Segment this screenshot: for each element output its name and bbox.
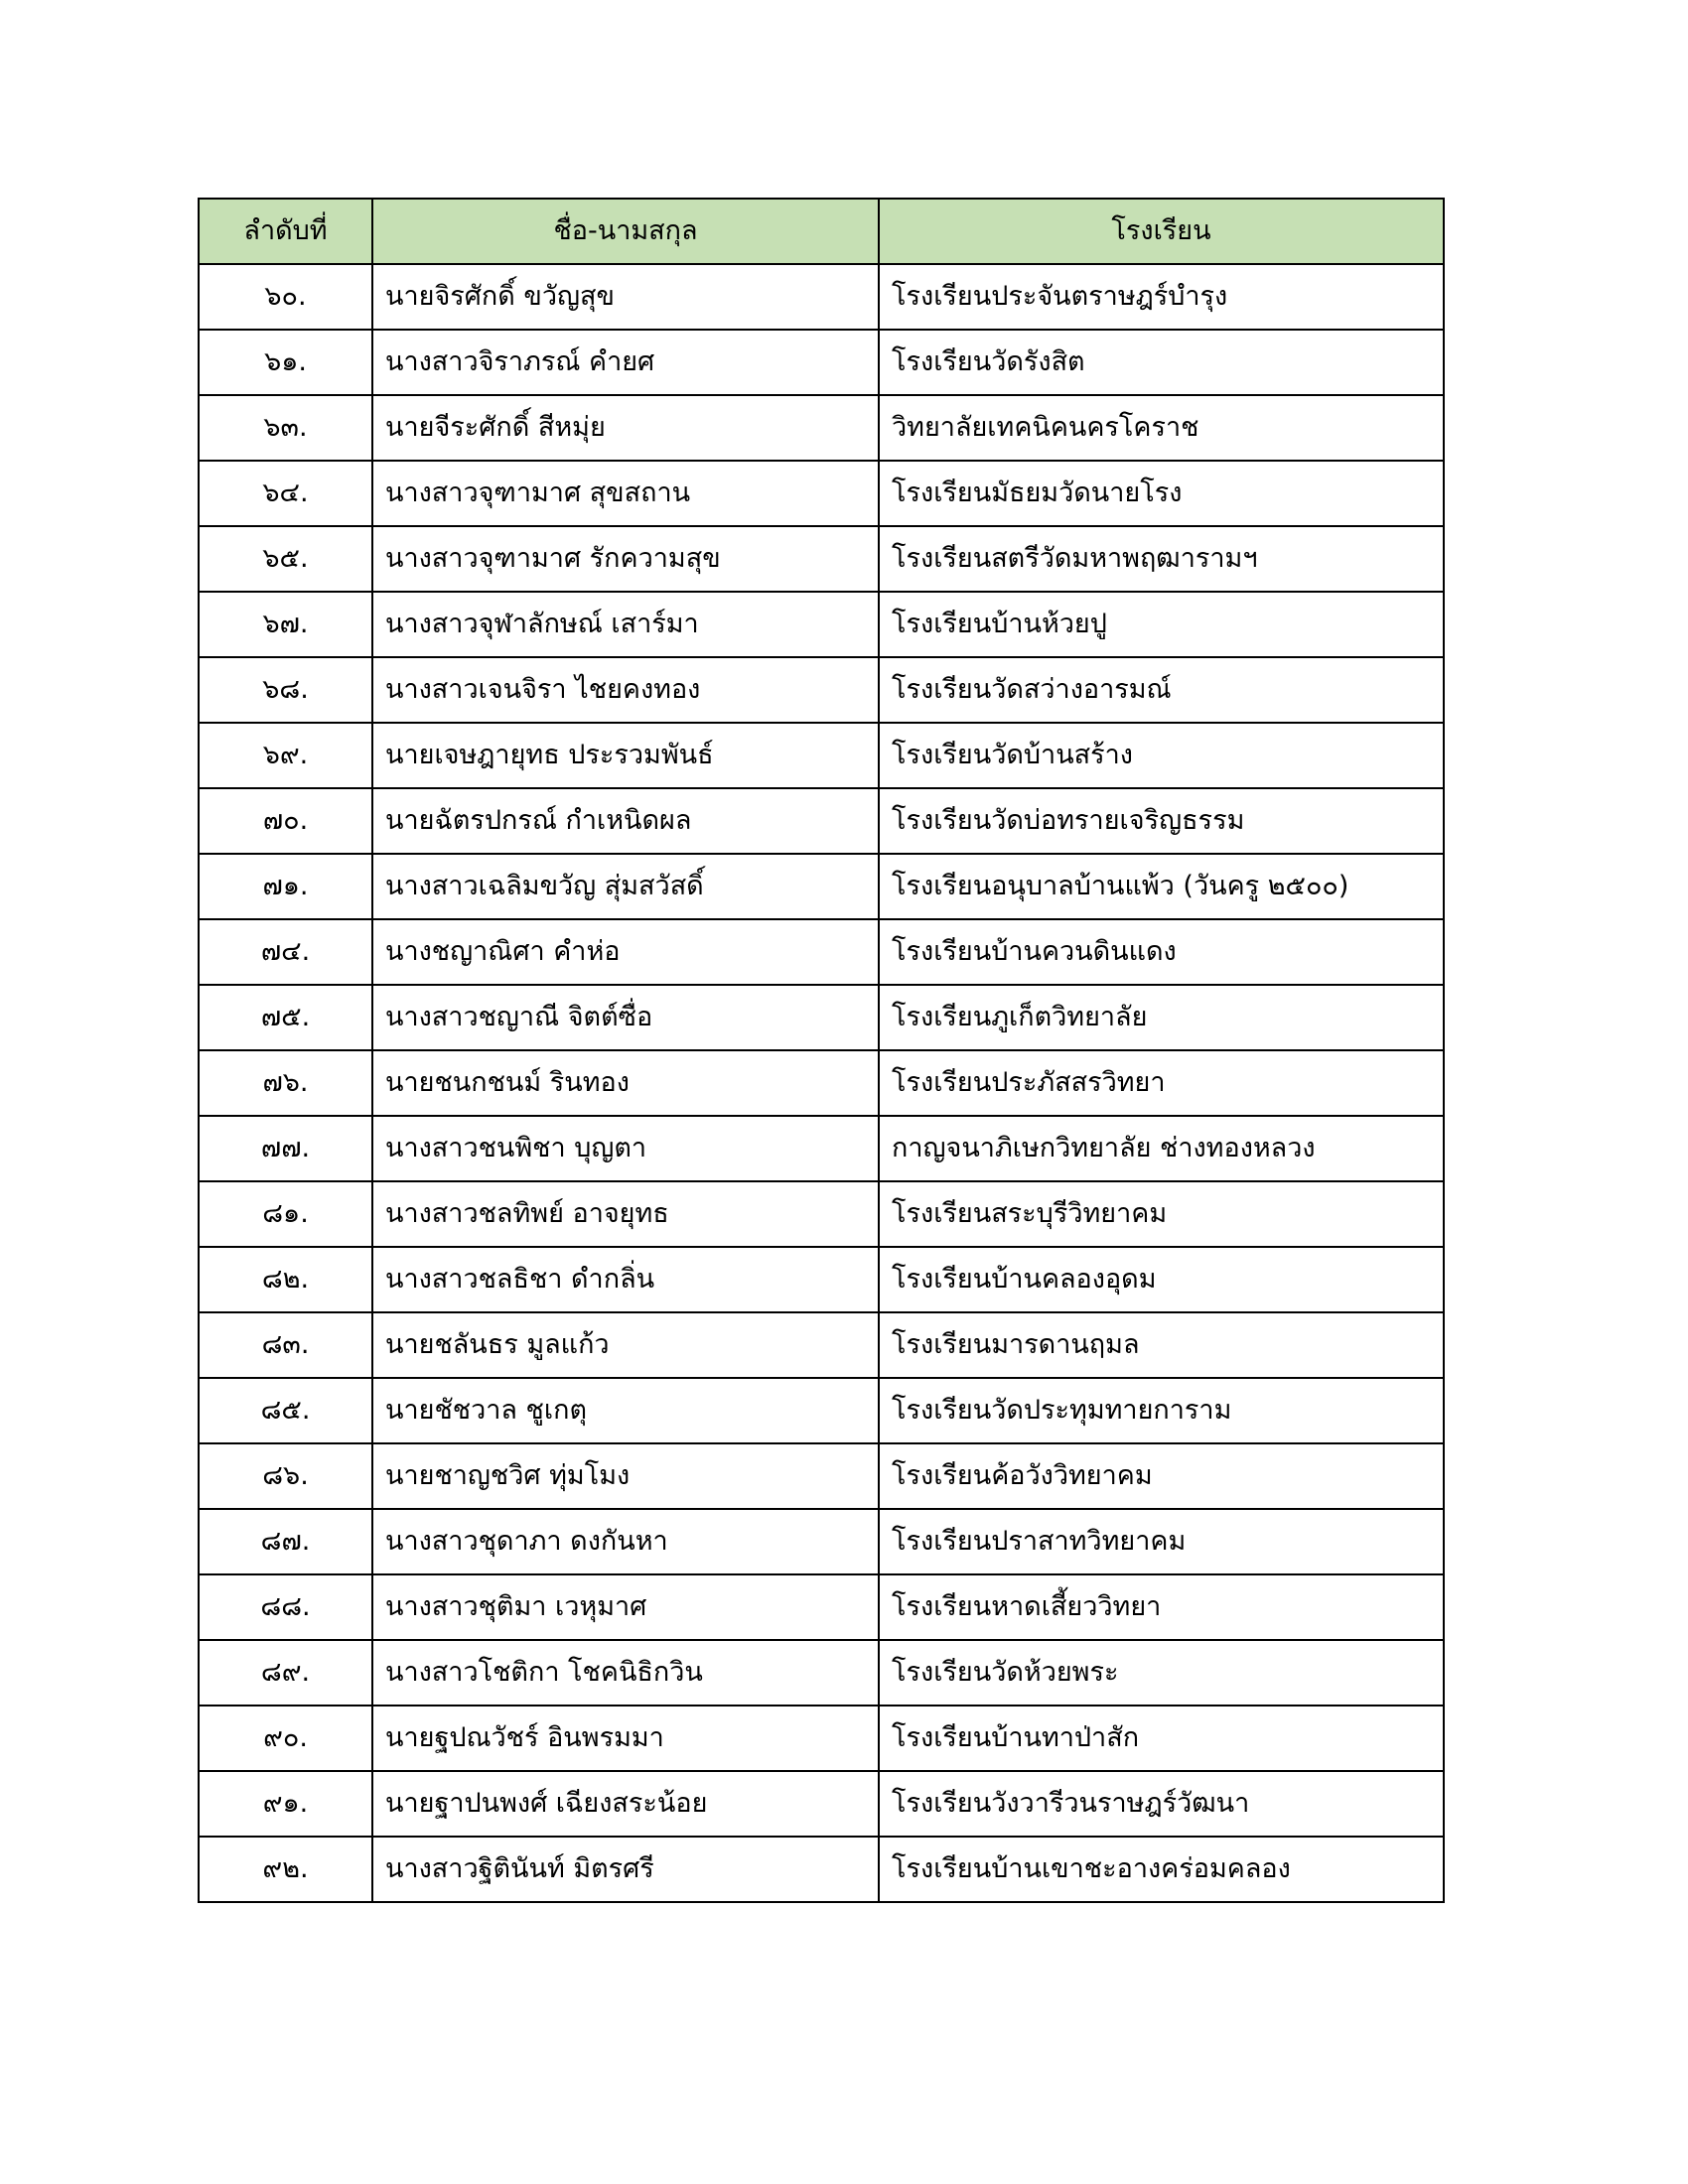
- row-number: ๘๖.: [199, 1443, 372, 1509]
- row-number: ๖๔.: [199, 461, 372, 526]
- table-row: [199, 1574, 1444, 1640]
- table-row: [199, 919, 1444, 985]
- row-number: ๘๕.: [199, 1378, 372, 1443]
- row-name: นางสาวเฉลิมขวัญ สุ่มสวัสดิ์: [372, 854, 879, 919]
- row-school: โรงเรียนบ้านคลองอุดม: [879, 1247, 1444, 1312]
- row-number: ๖๐.: [199, 264, 372, 330]
- row-number: ๖๓.: [199, 395, 372, 461]
- table-row: [199, 788, 1444, 854]
- row-name: นางสาวชลธิชา ดำกลิ่น: [372, 1247, 879, 1312]
- row-name: นายชาญชวิศ ทุ่มโมง: [372, 1443, 879, 1509]
- row-number: ๙๑.: [199, 1771, 372, 1837]
- table-row: [199, 1706, 1444, 1771]
- table-header: [199, 199, 1444, 264]
- row-school: โรงเรียนวัดรังสิต: [879, 330, 1444, 395]
- row-number: ๗๐.: [199, 788, 372, 854]
- table-row: [199, 1181, 1444, 1247]
- row-name: นางสาวจุฑามาศ รักความสุข: [372, 526, 879, 592]
- row-name: นางสาวโชติกา โชคนิธิกวิน: [372, 1640, 879, 1706]
- row-number: ๖๕.: [199, 526, 372, 592]
- table-row: [199, 330, 1444, 395]
- row-number: ๘๑.: [199, 1181, 372, 1247]
- row-school: โรงเรียนอนุบาลบ้านแพ้ว (วันครู ๒๕๐๐): [879, 854, 1444, 919]
- row-name: นางชญาณิศา คำห่อ: [372, 919, 879, 985]
- row-name: นางสาวจุฬาลักษณ์ เสาร์มา: [372, 592, 879, 657]
- row-name: นางสาวชนพิชา บุญตา: [372, 1116, 879, 1181]
- row-school: โรงเรียนมารดานฤมล: [879, 1312, 1444, 1378]
- row-number: ๙๐.: [199, 1706, 372, 1771]
- row-name: นางสาวเจนจิรา ไชยคงทอง: [372, 657, 879, 723]
- row-school: โรงเรียนบ้านเขาชะอางคร่อมคลอง: [879, 1837, 1444, 1902]
- row-name: นายชัชวาล ชูเกตุ: [372, 1378, 879, 1443]
- row-number: ๖๘.: [199, 657, 372, 723]
- row-school: โรงเรียนมัธยมวัดนายโรง: [879, 461, 1444, 526]
- table-row: [199, 723, 1444, 788]
- header-school: โรงเรียน: [879, 199, 1444, 264]
- row-name: นางสาวจุฑามาศ สุขสถาน: [372, 461, 879, 526]
- row-number: ๘๙.: [199, 1640, 372, 1706]
- table-row: [199, 1837, 1444, 1902]
- table-row: [199, 526, 1444, 592]
- row-number: ๗๕.: [199, 985, 372, 1050]
- row-school: โรงเรียนค้อวังวิทยาคม: [879, 1443, 1444, 1509]
- row-number: ๖๑.: [199, 330, 372, 395]
- row-name: นางสาวชญาณี จิตต์ซื่อ: [372, 985, 879, 1050]
- row-number: ๗๔.: [199, 919, 372, 985]
- row-school: โรงเรียนหาดเสี้ยววิทยา: [879, 1574, 1444, 1640]
- row-school: โรงเรียนสระบุรีวิทยาคม: [879, 1181, 1444, 1247]
- row-number: ๘๒.: [199, 1247, 372, 1312]
- row-number: ๙๒.: [199, 1837, 372, 1902]
- row-school: โรงเรียนประภัสสรวิทยา: [879, 1050, 1444, 1116]
- row-school: วิทยาลัยเทคนิคนครโคราช: [879, 395, 1444, 461]
- table-row: [199, 1247, 1444, 1312]
- row-number: ๗๖.: [199, 1050, 372, 1116]
- row-school: โรงเรียนบ้านทาป่าสัก: [879, 1706, 1444, 1771]
- table-row: [199, 1771, 1444, 1837]
- row-name: นางสาวชลทิพย์ อาจยุทธ: [372, 1181, 879, 1247]
- header-number: ลำดับที่: [199, 199, 372, 264]
- row-name: นางสาวชุดาภา ดงกันหา: [372, 1509, 879, 1574]
- table-row: [199, 854, 1444, 919]
- table-row: [199, 592, 1444, 657]
- table-row: [199, 1378, 1444, 1443]
- row-school: โรงเรียนบ้านควนดินแดง: [879, 919, 1444, 985]
- row-number: ๖๙.: [199, 723, 372, 788]
- row-school: โรงเรียนภูเก็ตวิทยาลัย: [879, 985, 1444, 1050]
- row-name: นางสาวชุติมา เวหุมาศ: [372, 1574, 879, 1640]
- table-row: [199, 1312, 1444, 1378]
- roster-table: [198, 198, 1445, 1903]
- table-body: [199, 264, 1444, 1902]
- table-row: [199, 395, 1444, 461]
- table-row: [199, 1443, 1444, 1509]
- row-school: โรงเรียนปราสาทวิทยาคม: [879, 1509, 1444, 1574]
- header-row: [199, 199, 1444, 264]
- row-school: โรงเรียนวัดห้วยพระ: [879, 1640, 1444, 1706]
- table-row: [199, 985, 1444, 1050]
- table-row: [199, 461, 1444, 526]
- row-name: นายเจษฎายุทธ ประรวมพันธ์: [372, 723, 879, 788]
- header-name: ชื่อ-นามสกุล: [372, 199, 879, 264]
- table-row: [199, 1509, 1444, 1574]
- table-row: [199, 1640, 1444, 1706]
- row-school: โรงเรียนวัดบ้านสร้าง: [879, 723, 1444, 788]
- row-school: โรงเรียนวัดประทุมทายการาม: [879, 1378, 1444, 1443]
- row-school: โรงเรียนวัดบ่อทรายเจริญธรรม: [879, 788, 1444, 854]
- row-name: นายชลันธร มูลแก้ว: [372, 1312, 879, 1378]
- table-row: [199, 1116, 1444, 1181]
- row-name: นายชนกชนม์ รินทอง: [372, 1050, 879, 1116]
- row-number: ๗๑.: [199, 854, 372, 919]
- row-number: ๖๗.: [199, 592, 372, 657]
- row-number: ๘๓.: [199, 1312, 372, 1378]
- row-name: นางสาวฐิตินันท์ มิตรศรี: [372, 1837, 879, 1902]
- row-name: นายฐปณวัชร์ อินพรมมา: [372, 1706, 879, 1771]
- table-row: [199, 264, 1444, 330]
- row-school: โรงเรียนบ้านห้วยปู: [879, 592, 1444, 657]
- row-school: โรงเรียนวัดสว่างอารมณ์: [879, 657, 1444, 723]
- row-school: โรงเรียนวังวารีวนราษฎร์วัฒนา: [879, 1771, 1444, 1837]
- row-name: นายจีระศักดิ์ สีหมุ่ย: [372, 395, 879, 461]
- row-name: นางสาวจิราภรณ์ คำยศ: [372, 330, 879, 395]
- row-name: นายฉัตรปกรณ์ กำเหนิดผล: [372, 788, 879, 854]
- row-school: โรงเรียนสตรีวัดมหาพฤฒารามฯ: [879, 526, 1444, 592]
- row-name: นายฐาปนพงศ์ เฉียงสระน้อย: [372, 1771, 879, 1837]
- row-school: โรงเรียนประจันตราษฎร์บำรุง: [879, 264, 1444, 330]
- table-row: [199, 657, 1444, 723]
- row-number: ๘๘.: [199, 1574, 372, 1640]
- row-name: นายจิรศักดิ์ ขวัญสุข: [372, 264, 879, 330]
- row-number: ๘๗.: [199, 1509, 372, 1574]
- row-number: ๗๗.: [199, 1116, 372, 1181]
- row-school: กาญจนาภิเษกวิทยาลัย ช่างทองหลวง: [879, 1116, 1444, 1181]
- table-row: [199, 1050, 1444, 1116]
